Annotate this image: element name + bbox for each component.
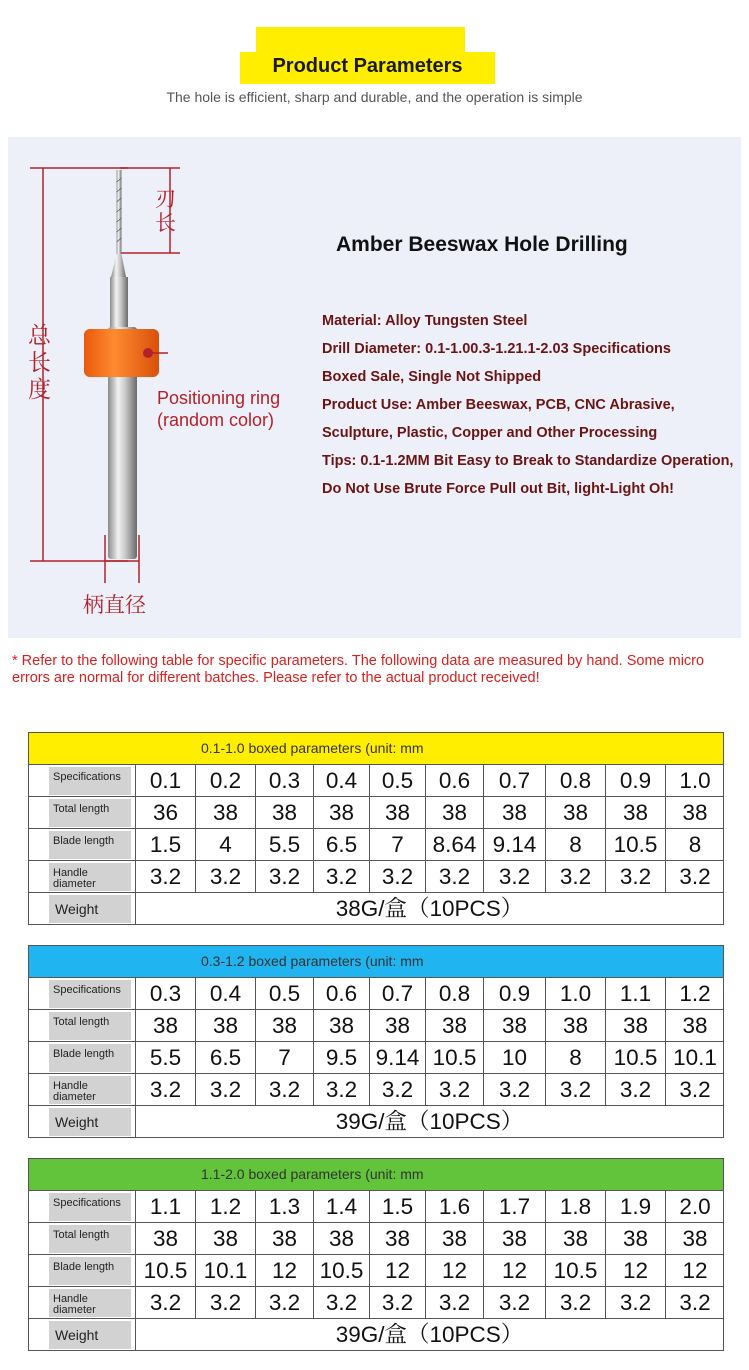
table-cell: 5.5 <box>135 1042 195 1074</box>
table-cell: 6.5 <box>195 1042 255 1074</box>
table-cell: 1.3 <box>255 1191 313 1223</box>
table-cell: 3.2 <box>195 1074 255 1106</box>
table-cell: 38 <box>313 797 369 829</box>
row-label: Total length <box>49 1012 131 1040</box>
table-cell: 1.6 <box>425 1191 483 1223</box>
spec-row <box>29 765 723 797</box>
table-cell: 10.1 <box>665 1042 724 1074</box>
table-cell: 12 <box>369 1255 425 1287</box>
table-cell: 3.2 <box>135 1074 195 1106</box>
table-cell: 38 <box>135 1010 195 1042</box>
table-cell: 38 <box>369 797 425 829</box>
measurement-note: * Refer to the following table for specific parameters. The following data are measured by hand. Some micro errors are normal for different batches. Please refer to the actual product received! <box>12 653 705 686</box>
page-title: Product Parameters <box>272 55 463 77</box>
spec-row <box>29 1191 723 1223</box>
table-cell: 0.1 <box>135 765 195 797</box>
table-header <box>29 1159 723 1191</box>
table-cell: 0.6 <box>425 765 483 797</box>
table-cell: 0.3 <box>135 978 195 1010</box>
total-length-label: 总长度 <box>28 323 51 403</box>
table-cell: 3.2 <box>369 1287 425 1319</box>
table-cell: 36 <box>135 797 195 829</box>
table-cell: 10.5 <box>135 1255 195 1287</box>
table-cell: 38 <box>255 1010 313 1042</box>
table-cell: 3.2 <box>425 1287 483 1319</box>
table-cell: 3.2 <box>313 1074 369 1106</box>
table-cell: 1.9 <box>605 1191 665 1223</box>
table-header <box>29 946 723 978</box>
table-cell: 0.6 <box>313 978 369 1010</box>
table-cell: 10.1 <box>195 1255 255 1287</box>
table-cell: 7 <box>369 829 425 861</box>
page-header <box>0 0 749 130</box>
table-cell: 3.2 <box>195 861 255 893</box>
table-cell: 9.5 <box>313 1042 369 1074</box>
row-label: Handle diameter <box>49 1076 131 1104</box>
table-cell: 38 <box>425 797 483 829</box>
blade-length-row <box>29 1255 723 1287</box>
table-cell: 12 <box>425 1255 483 1287</box>
table-cell: 38 <box>605 1010 665 1042</box>
table-cell: 1.7 <box>483 1191 545 1223</box>
table-cell: 38 <box>665 797 724 829</box>
table-cell: 0.5 <box>255 978 313 1010</box>
table-cell: 38 <box>255 1223 313 1255</box>
table-cell: 10.5 <box>313 1255 369 1287</box>
table-cell: 3.2 <box>135 1287 195 1319</box>
table-cell: 0.5 <box>369 765 425 797</box>
table-cell: 38 <box>255 797 313 829</box>
table-cell: 38 <box>135 1223 195 1255</box>
table-cell: 3.2 <box>425 861 483 893</box>
table-cell: 3.2 <box>313 861 369 893</box>
total-length-row <box>29 1223 723 1255</box>
table-cell: 3.2 <box>255 861 313 893</box>
table-cell: 9.14 <box>369 1042 425 1074</box>
blade-length-row <box>29 1042 723 1074</box>
page-subtitle: The hole is efficient, sharp and durable, and the operation is simple <box>166 89 583 105</box>
parameter-table <box>28 1158 724 1351</box>
table-cell: 10.5 <box>425 1042 483 1074</box>
table-cell: 1.0 <box>665 765 724 797</box>
table-cell: 3.2 <box>545 1074 605 1106</box>
weight-value: 39G/盒（10PCS） <box>135 1106 723 1138</box>
table-cell: 12 <box>605 1255 665 1287</box>
table-caption: 1.1-2.0 boxed parameters (unit: mm <box>201 1166 424 1182</box>
table-cell: 38 <box>369 1010 425 1042</box>
handle-diameter-row <box>29 1074 723 1106</box>
table-cell: 10.5 <box>605 829 665 861</box>
table-cell: 12 <box>255 1255 313 1287</box>
table-cell: 0.9 <box>483 978 545 1010</box>
table-cell: 38 <box>425 1223 483 1255</box>
table-cell: 12 <box>483 1255 545 1287</box>
table-caption: 0.3-1.2 boxed parameters (unit: mm <box>201 953 424 969</box>
table-cell: 3.2 <box>313 1287 369 1319</box>
table-cell: 38 <box>195 1010 255 1042</box>
table-cell: 10.5 <box>605 1042 665 1074</box>
table-cell: 38 <box>483 797 545 829</box>
table-cell: 4 <box>195 829 255 861</box>
table-cell: 0.7 <box>483 765 545 797</box>
table-cell: 0.8 <box>425 978 483 1010</box>
table-cell: 3.2 <box>369 861 425 893</box>
row-label: Weight <box>49 1321 131 1349</box>
table-cell: 3.2 <box>605 861 665 893</box>
row-label: Blade length <box>49 831 131 859</box>
row-label: Specifications <box>49 767 131 795</box>
total-length-row <box>29 797 723 829</box>
table-cell: 0.8 <box>545 765 605 797</box>
table-cell: 3.2 <box>665 1074 724 1106</box>
blade-length-label: 刃长 <box>155 187 176 235</box>
weight-row <box>29 1319 723 1351</box>
table-cell: 3.2 <box>545 1287 605 1319</box>
table-cell: 1.0 <box>545 978 605 1010</box>
row-label: Handle diameter <box>49 1289 131 1317</box>
table-cell: 3.2 <box>483 861 545 893</box>
table-cell: 38 <box>605 1223 665 1255</box>
product-description <box>322 307 737 503</box>
table-cell: 1.5 <box>135 829 195 861</box>
table-cell: 0.3 <box>255 765 313 797</box>
table-cell: 38 <box>545 797 605 829</box>
handle-diameter-row <box>29 1287 723 1319</box>
table-cell: 3.2 <box>255 1287 313 1319</box>
table-cell: 38 <box>545 1223 605 1255</box>
table-cell: 10 <box>483 1042 545 1074</box>
table-cell: 10.5 <box>545 1255 605 1287</box>
table-cell: 3.2 <box>369 1074 425 1106</box>
table-cell: 3.2 <box>195 1287 255 1319</box>
positioning-ring-label: Positioning ring (random color) <box>157 388 281 430</box>
table-cell: 38 <box>425 1010 483 1042</box>
table-cell: 1.1 <box>605 978 665 1010</box>
desc-line: Drill Diameter: 0.1-1.00.3-1.21.1-2.03 Specifications <box>322 341 671 357</box>
row-label: Total length <box>49 1225 131 1253</box>
table-cell: 8 <box>545 1042 605 1074</box>
table-cell: 38 <box>483 1223 545 1255</box>
drill-neck <box>110 277 128 327</box>
row-label: Weight <box>49 1108 131 1136</box>
table-cell: 38 <box>313 1223 369 1255</box>
table-cell: 38 <box>605 797 665 829</box>
shank-diameter-label: 柄直径 <box>83 593 146 617</box>
table-cell: 38 <box>195 797 255 829</box>
table-cell: 3.2 <box>135 861 195 893</box>
table-caption: 0.1-1.0 boxed parameters (unit: mm <box>201 740 424 756</box>
table-cell: 38 <box>665 1223 724 1255</box>
blade-length-row <box>29 829 723 861</box>
table-cell: 1.8 <box>545 1191 605 1223</box>
row-label: Blade length <box>49 1257 131 1285</box>
table-cell: 1.2 <box>195 1191 255 1223</box>
table-header <box>29 733 723 765</box>
row-label: Specifications <box>49 1193 131 1221</box>
table-cell: 3.2 <box>255 1074 313 1106</box>
table-cell: 6.5 <box>313 829 369 861</box>
desc-line: Boxed Sale, Single Not Shipped <box>322 369 542 385</box>
table-cell: 3.2 <box>483 1287 545 1319</box>
drill-taper <box>111 254 126 277</box>
table-cell: 3.2 <box>665 861 724 893</box>
table-cell: 3.2 <box>605 1287 665 1319</box>
table-cell: 0.4 <box>195 978 255 1010</box>
table-cell: 2.0 <box>665 1191 724 1223</box>
desc-line: Product Use: Amber Beeswax, PCB, CNC Abrasive, Sculpture, Plastic, Copper and Other Processing <box>322 397 675 441</box>
row-label: Handle diameter <box>49 863 131 891</box>
desc-line: Tips: 0.1-1.2MM Bit Easy to Break to Standardize Operation, Do Not Use Brute Force Pull out Bit, light-Light Oh! <box>322 453 734 497</box>
parameter-table <box>28 945 724 1138</box>
handle-diameter-row <box>29 861 723 893</box>
table-cell: 8 <box>665 829 724 861</box>
row-label: Total length <box>49 799 131 827</box>
table-cell: 5.5 <box>255 829 313 861</box>
table-cell: 1.1 <box>135 1191 195 1223</box>
total-length-row <box>29 1010 723 1042</box>
spec-row <box>29 978 723 1010</box>
weight-value: 39G/盒（10PCS） <box>135 1319 723 1351</box>
table-cell: 3.2 <box>425 1074 483 1106</box>
product-panel <box>8 137 741 638</box>
table-cell: 0.9 <box>605 765 665 797</box>
table-cell: 38 <box>313 1010 369 1042</box>
table-cell: 1.4 <box>313 1191 369 1223</box>
table-cell: 8.64 <box>425 829 483 861</box>
desc-line: Material: Alloy Tungsten Steel <box>322 313 528 329</box>
table-cell: 3.2 <box>605 1074 665 1106</box>
weight-row <box>29 1106 723 1138</box>
table-cell: 38 <box>665 1010 724 1042</box>
row-label: Weight <box>49 895 131 923</box>
table-cell: 12 <box>665 1255 724 1287</box>
table-cell: 1.5 <box>369 1191 425 1223</box>
table-cell: 0.2 <box>195 765 255 797</box>
table-cell: 0.4 <box>313 765 369 797</box>
table-cell: 0.7 <box>369 978 425 1010</box>
table-cell: 8 <box>545 829 605 861</box>
weight-value: 38G/盒（10PCS） <box>135 893 723 925</box>
row-label: Specifications <box>49 980 131 1008</box>
table-cell: 38 <box>545 1010 605 1042</box>
table-cell: 38 <box>369 1223 425 1255</box>
table-cell: 7 <box>255 1042 313 1074</box>
table-cell: 38 <box>195 1223 255 1255</box>
table-cell: 9.14 <box>483 829 545 861</box>
table-cell: 38 <box>483 1010 545 1042</box>
table-cell: 3.2 <box>665 1287 724 1319</box>
row-label: Blade length <box>49 1044 131 1072</box>
weight-row <box>29 893 723 925</box>
parameter-table <box>28 732 724 925</box>
table-cell: 1.2 <box>665 978 724 1010</box>
product-title: Amber Beeswax Hole Drilling <box>336 233 628 256</box>
table-cell: 3.2 <box>483 1074 545 1106</box>
table-cell: 3.2 <box>545 861 605 893</box>
